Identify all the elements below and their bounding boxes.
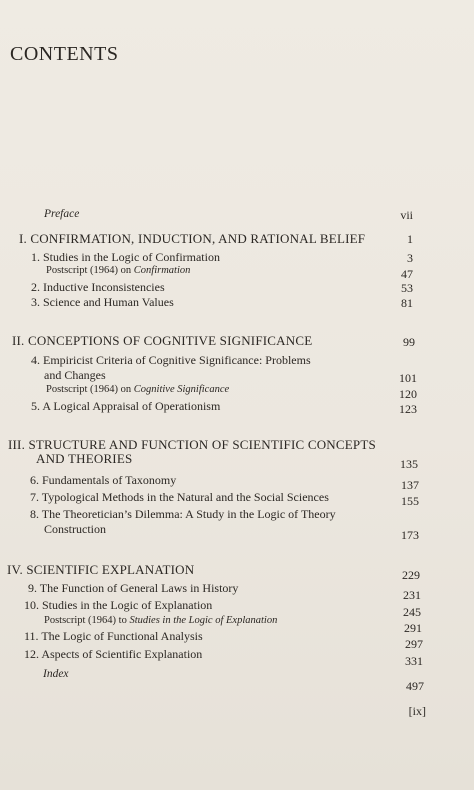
toc-page: 297 bbox=[405, 637, 423, 651]
toc-page: 173 bbox=[401, 528, 419, 542]
toc-entry: 1. Studies in the Logic of Confirmation bbox=[31, 250, 220, 264]
toc-page: 123 bbox=[399, 402, 417, 416]
toc-page: 331 bbox=[405, 654, 423, 668]
toc-entry: 10. Studies in the Logic of Explanation bbox=[24, 598, 213, 612]
postscript-prefix: Postscript (1964) on bbox=[46, 265, 134, 276]
toc-page: 137 bbox=[401, 478, 419, 492]
toc-page: 3 bbox=[407, 251, 413, 265]
toc-postscript bbox=[44, 616, 277, 627]
toc-entry: 3. Science and Human Values bbox=[31, 295, 174, 309]
part-heading-continued: AND THEORIES bbox=[36, 451, 133, 466]
part-heading: II. CONCEPTIONS OF COGNITIVE SIGNIFICANCE bbox=[12, 333, 313, 348]
toc-page: 53 bbox=[401, 281, 413, 295]
toc-entry: 5. A Logical Appraisal of Operationism bbox=[31, 399, 221, 413]
toc-page: 47 bbox=[401, 267, 413, 281]
toc-page: 81 bbox=[401, 296, 413, 310]
toc-entry: 12. Aspects of Scientific Explanation bbox=[24, 647, 203, 661]
part-page: 135 bbox=[400, 457, 418, 471]
part-page: 1 bbox=[407, 232, 413, 246]
toc-index-label: Index bbox=[43, 668, 69, 680]
toc-entry: 8. The Theoretician’s Dilemma: A Study in the Logic of Theory bbox=[30, 507, 336, 521]
toc-index-page: 497 bbox=[406, 679, 424, 693]
toc-entry: 11. The Logic of Functional Analysis bbox=[24, 629, 203, 643]
toc-entry: 9. The Function of General Laws in History bbox=[28, 581, 239, 595]
toc-entry-continued: Construction bbox=[44, 522, 106, 536]
part-heading: IV. SCIENTIFIC EXPLANATION bbox=[7, 562, 195, 577]
toc-page: 155 bbox=[401, 494, 419, 508]
part-heading: I. CONFIRMATION, INDUCTION, AND RATIONAL BELIEF bbox=[19, 231, 366, 246]
part-page: 229 bbox=[402, 568, 420, 582]
postscript-prefix: Postscript (1964) to bbox=[44, 615, 130, 626]
toc-page: 245 bbox=[403, 605, 421, 619]
toc-preface-page: vii bbox=[400, 208, 413, 222]
toc-page: 120 bbox=[399, 387, 417, 401]
toc-page: 101 bbox=[399, 371, 417, 385]
toc-entry-continued: and Changes bbox=[44, 368, 106, 382]
toc-postscript bbox=[46, 385, 229, 396]
toc-page: 291 bbox=[404, 621, 422, 635]
toc-entry: 6. Fundamentals of Taxonomy bbox=[30, 473, 177, 487]
part-heading: III. STRUCTURE AND FUNCTION OF SCIENTIFIC CONCEPTS bbox=[8, 437, 376, 452]
part-page: 99 bbox=[403, 335, 415, 349]
toc-postscript bbox=[46, 266, 190, 277]
page-number: [ix] bbox=[408, 704, 426, 718]
toc-preface-label: Preface bbox=[44, 208, 80, 220]
toc-entry: 4. Empiricist Criteria of Cognitive Significance: Problems bbox=[31, 353, 311, 367]
toc-page: 231 bbox=[403, 588, 421, 602]
toc-entry: 7. Typological Methods in the Natural and the Social Sciences bbox=[30, 490, 329, 504]
postscript-prefix: Postscript (1964) on bbox=[46, 384, 134, 395]
postscript-title: Studies in the Logic of Explanation bbox=[129, 615, 278, 626]
toc-entry: 2. Inductive Inconsistencies bbox=[31, 280, 165, 294]
postscript-title: Confirmation bbox=[133, 265, 191, 276]
page-title: CONTENTS bbox=[10, 43, 119, 65]
postscript-title: Cognitive Significance bbox=[133, 384, 230, 395]
